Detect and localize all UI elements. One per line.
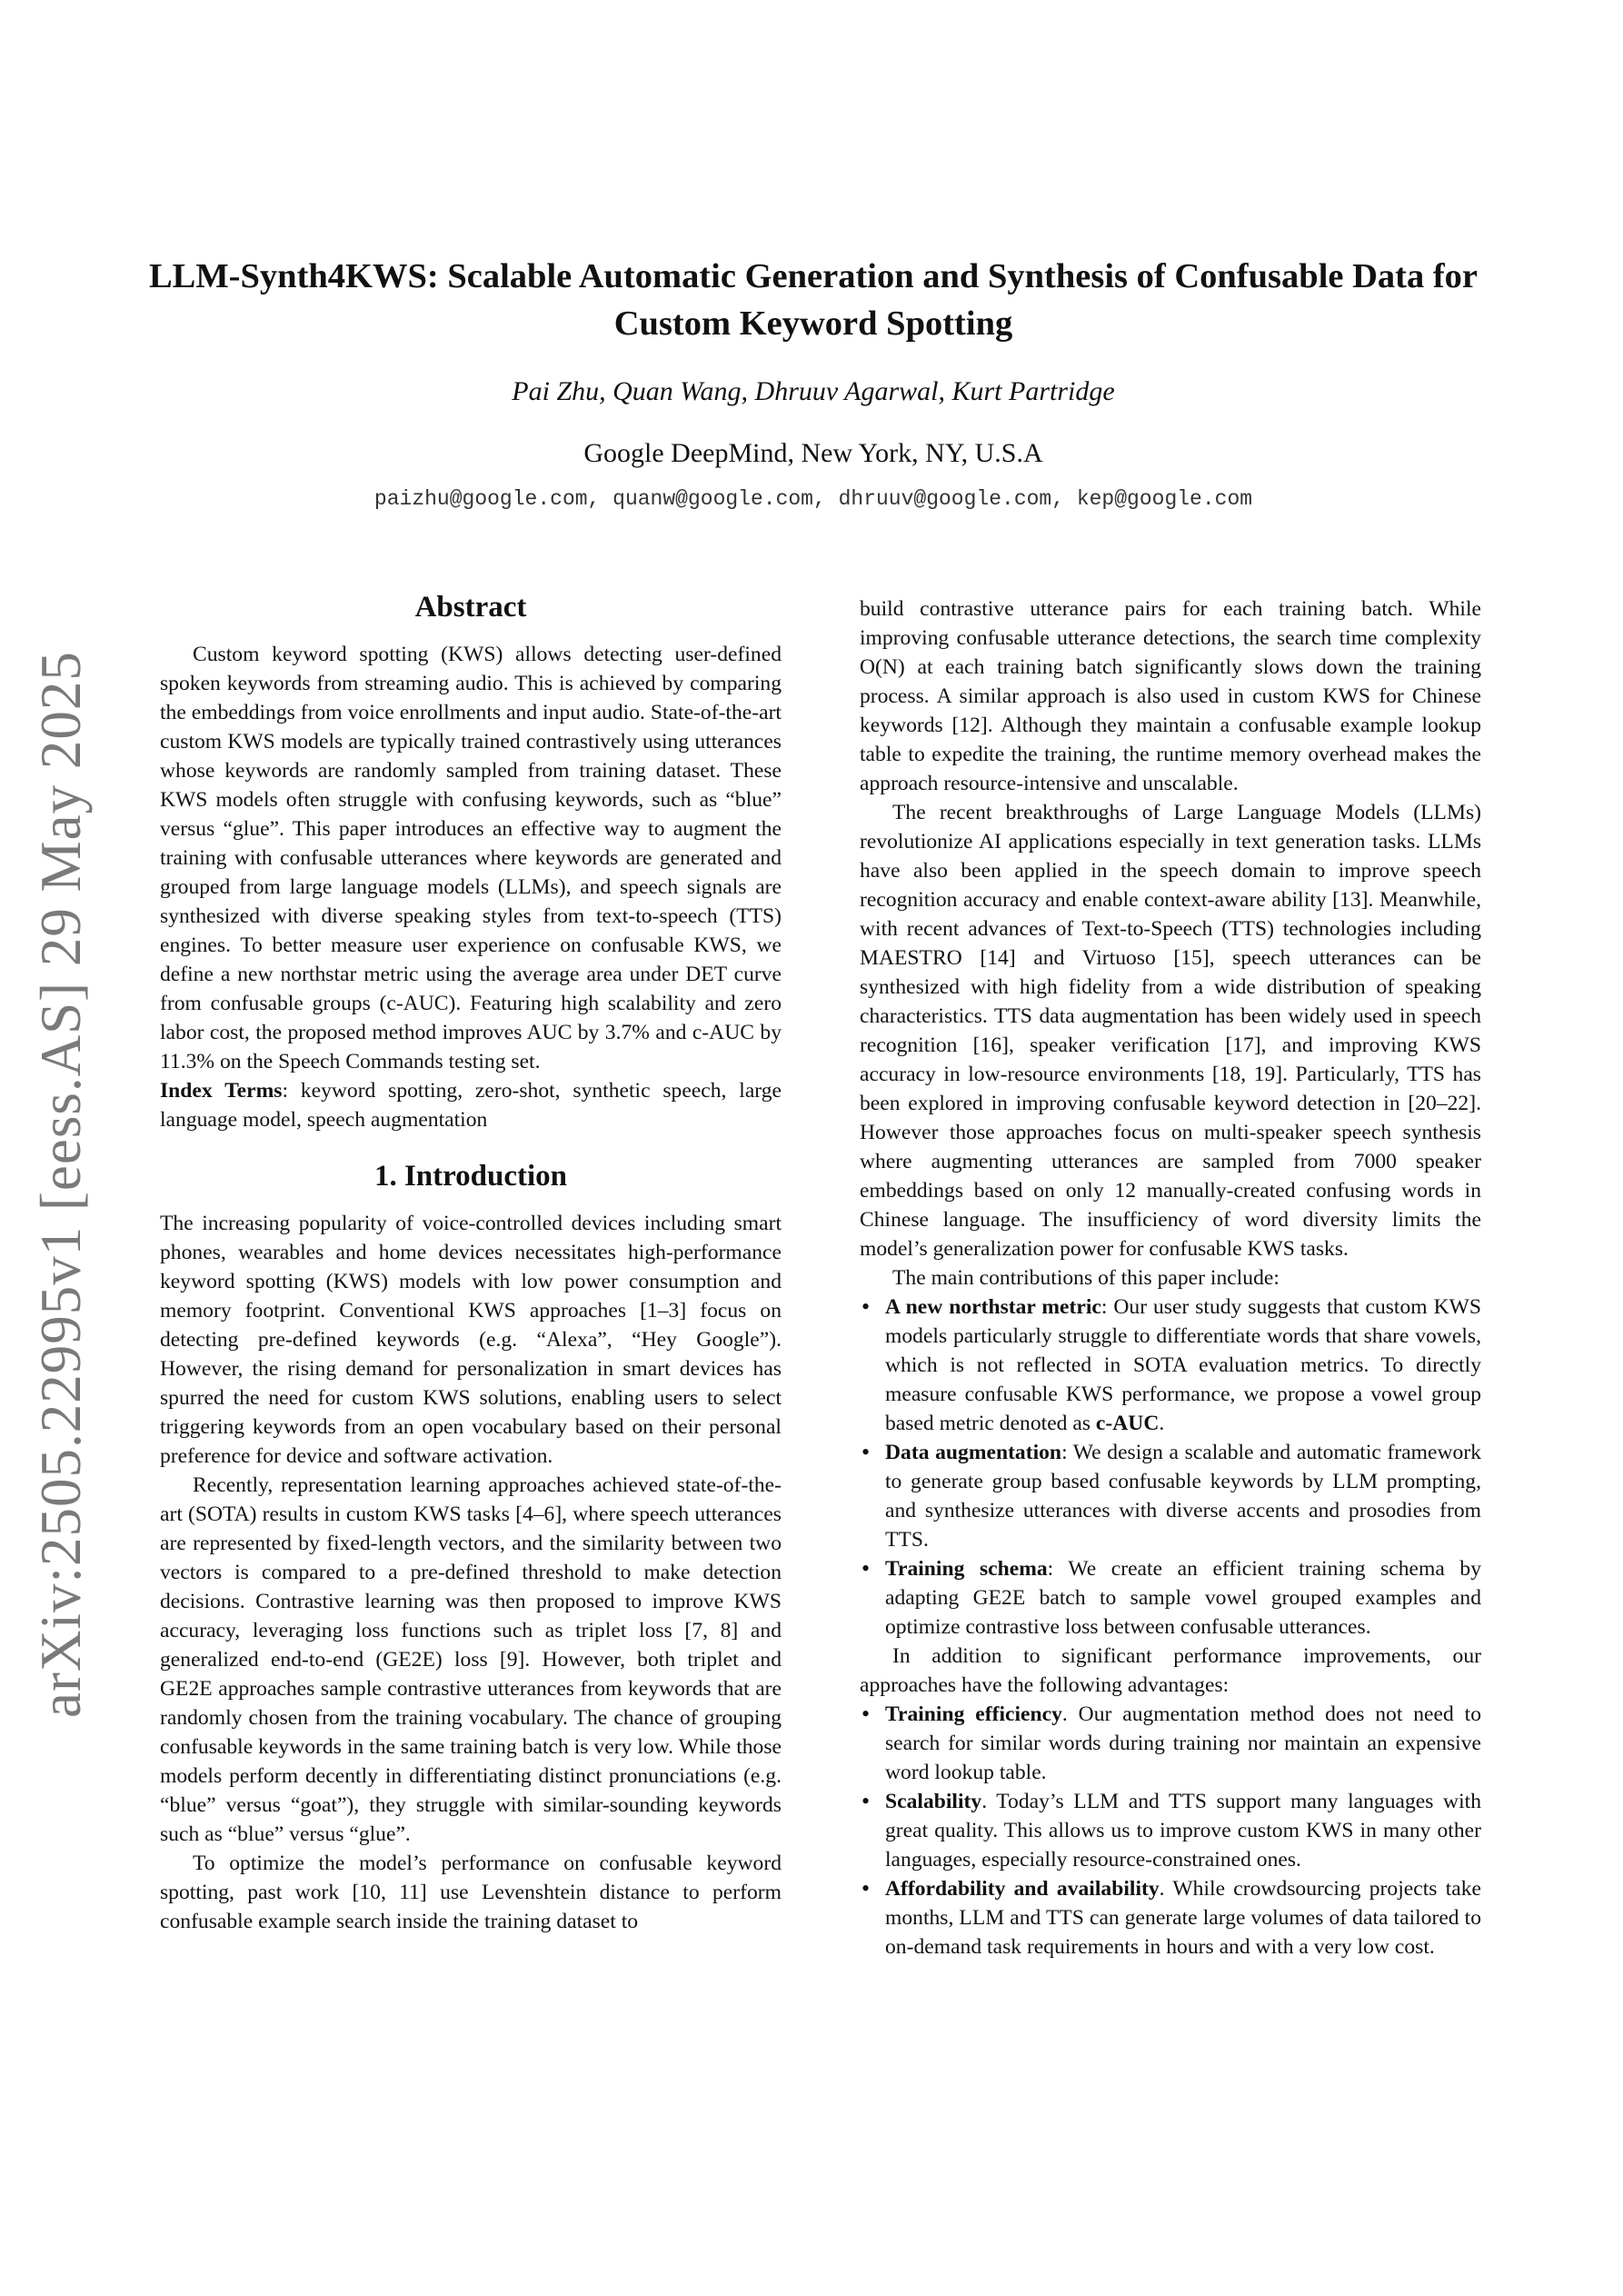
intro-paragraph-2: Recently, representation learning approaches achieved state-of-the-art (SOTA) results in custom KWS tasks [4–6], where speech utterances are represented by fixed-length vectors, and the similarity between two vectors is compared to a pre-defined threshold to make detection decisions. Contrastive learning was then proposed to improve KWS accuracy, leveraging loss functions such as triplet loss [7, 8] and generalized end-to-end (GE2E) loss [9]. However, both triplet and GE2E approaches sample contrastive utterances from keywords that are randomly chosen from the training vocabulary. The chance of grouping confusable keywords in the same training batch is very low. While those models perform decently in differentiating distinct pronunciations (e.g. “blue” versus “goat”), they struggle with similar-sounding keywords such as “blue” versus “glue”. [160,1473,782,1846]
affiliation: Google DeepMind, New York, NY, U.S.A [583,438,1043,468]
list-item [860,1438,1481,1554]
advantage-text: . While crowdsourcing projects take months, LLM and TTS can generate large volumes of data tailored to on-demand task requirements in hours and with a very low cost. [885,1877,1481,1959]
advantages-list [860,1700,1481,1962]
advantage-label: Affordability and availability [885,1877,1160,1901]
intro-paragraph-1: The increasing popularity of voice-controlled devices including smart phones, wearables and home devices necessitates high-performance keyword spotting (KWS) models with low power consumption and memory footprint. Conventional KWS approaches [1–3] focus on detecting pre-defined keywords (e.g. “Alexa”, “Hey Google”). However, the rising demand for personalization in smart devices has spurred the need for custom KWS solutions, enabling users to select triggering keywords from an open vocabulary based on their personal preference for device and software activation. [160,1212,782,1468]
contributions-list [860,1293,1481,1642]
intro-paragraph-5: The recent breakthroughs of Large Language Models (LLMs) revolutionize AI applications especially in text generation tasks. LLMs have also been applied in the speech domain to improve speech recognition accuracy and enable context-aware ability [13]. Meanwhile, with recent advances of Text-to-Speech (TTS) technologies including MAESTRO [14] and Virtuoso [15], speech utterances can be synthesized with high fidelity from a wide distribution of speaking characteristics. TTS data augmentation has been widely used in speech recognition [16], speaker verification [17], and improving KWS accuracy in low-resource environments [18, 19]. Particularly, TTS has been explored in improving confusable keyword detection in [20–22]. However those approaches focus on multi-speaker speech synthesis where augmenting utterances are sampled from 7000 speaker embeddings based on only 12 manually-created confusing words in Chinese language. The insufficiency of word diversity limits the model’s generalization power for confusable KWS tasks. [860,801,1481,1261]
intro-paragraph-3: To optimize the model’s performance on confusable keyword spotting, past work [10, 11] use Levenshtein distance to perform confusable example search inside the training dataset to [160,1852,782,1933]
advantage-label: Training efficiency [885,1702,1062,1726]
index-terms [160,1076,782,1134]
index-terms-text: : keyword spotting, zero-shot, synthetic speech, large language model, speech augmentation [160,1079,782,1132]
left-column [160,582,782,1936]
contribution-metric-name: c-AUC [1095,1412,1160,1435]
intro-paragraph-7: In addition to significant performance improvements, our approaches have the following advantages: [860,1644,1481,1697]
intro-paragraph-4: build contrastive utterance pairs for each training batch. While improving confusable utterance detections, the search time complexity O(N) at each training batch significantly slows down the training process. A similar approach is also used in custom KWS for Chinese keywords [12]. Although they maintain a confusable example lookup table to expedite the training, the runtime memory overhead makes the approach resource-intensive and unscalable. [860,597,1481,795]
arxiv-identifier: arXiv:2505.22995v1 [eess.AS] 29 May 2025 [29,651,93,1718]
contribution-label: Training schema [885,1557,1048,1581]
contribution-text: : We design a scalable and automatic framework to generate group based confusable keywords by LLM prompting, and synthesize utterances with diverse accents and prosodies from TTS. [885,1441,1481,1552]
contribution-tail: . [1159,1412,1165,1435]
list-item [860,1787,1481,1874]
abstract-body: Custom keyword spotting (KWS) allows detecting user-defined spoken keywords from streaming audio. This is achieved by comparing the embeddings from voice enrollments and input audio. State-of-the-art custom KWS models are typically trained contrastively using utterances whose keywords are randomly sampled from training dataset. These KWS models often struggle with confusing keywords, such as “blue” versus “glue”. This paper introduces an effective way to augment the training with confusable utterances where keywords are generated and grouped from large language models (LLMs), and speech signals are synthesized with diverse speaking styles from text-to-speech (TTS) engines. To better measure user experience on confusable KWS, we define a new northstar metric using the average area under DET curve from confusable groups (c-AUC). Featuring high scalability and zero labor cost, the proposed method improves AUC by 3.7% and c-AUC by 11.3% on the Speech Commands testing set. [160,643,782,1073]
list-item [860,1554,1481,1642]
paper-title: LLM-Synth4KWS: Scalable Automatic Generation and Synthesis of Confusable Data for Custom Keyword Spotting [148,257,1479,343]
contribution-label: Data augmentation [885,1441,1062,1464]
contribution-text: : Our user study suggests that custom KWS models particularly struggle to differentiate words that share vowels, which is not reflected in SOTA evaluation metrics. To directly measure confusable KWS performance, we propose a vowel group based metric denoted as [885,1295,1481,1435]
contribution-label: A new northstar metric [885,1295,1101,1319]
index-terms-label: Index Terms [160,1079,283,1103]
advantage-label: Scalability [885,1790,982,1813]
contribution-text: : We create an efficient training schema by adapting GE2E batch to sample vowel grouped examples and optimize contrastive loss between confusable utterances. [885,1557,1481,1639]
list-item [860,1293,1481,1438]
author-emails: paizhu@google.com, quanw@google.com, dhruuv@google.com, kep@google.com [373,487,1253,511]
abstract-heading: Abstract [414,591,527,624]
advantage-text: . Our augmentation method does not need to search for similar words during training nor maintain an expensive word lookup table. [885,1702,1482,1784]
author-list: Pai Zhu, Quan Wang, Dhruuv Agarwal, Kurt Partridge [512,376,1115,406]
list-item [860,1874,1481,1962]
advantage-text: . Today’s LLM and TTS support many languages with great quality. This allows us to improve custom KWS in many other languages, especially resource-constrained ones. [885,1790,1481,1872]
intro-paragraph-6: The main contributions of this paper include: [892,1266,1279,1290]
introduction-heading: 1. Introduction [373,1160,568,1193]
right-column [860,594,1481,1962]
list-item [860,1700,1481,1787]
